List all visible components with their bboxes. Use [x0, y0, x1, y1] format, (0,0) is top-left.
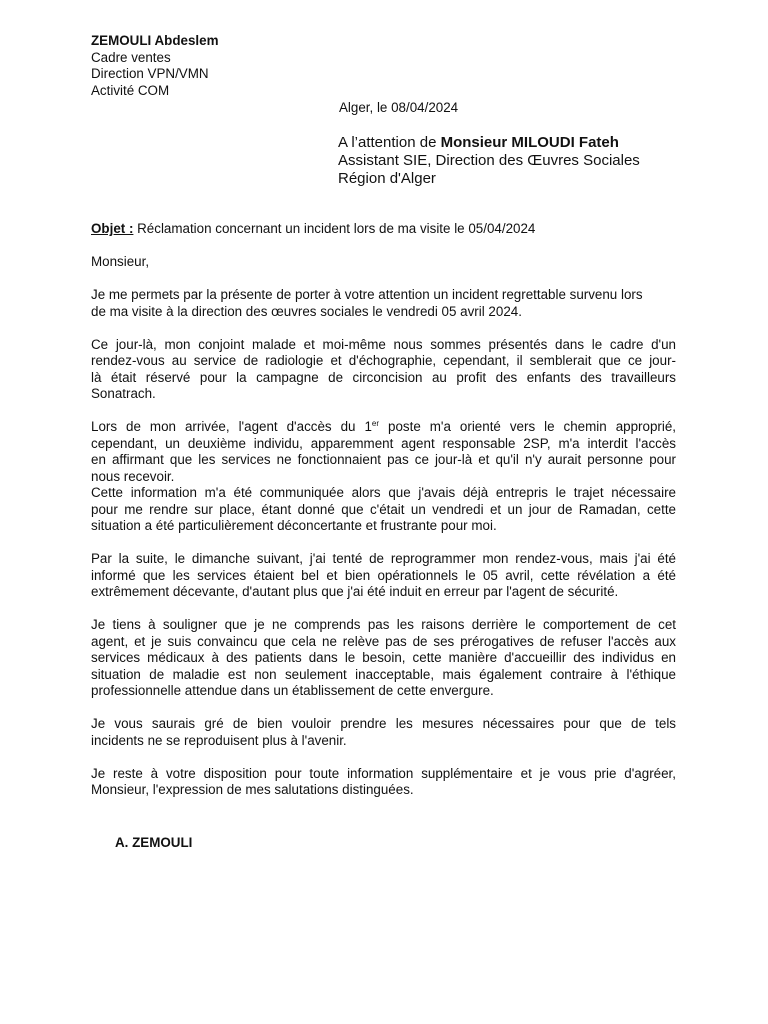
recipient-region: Région d'Alger	[338, 170, 436, 187]
subject-line	[91, 221, 676, 238]
p4-line: informé que les services étaient bel et bien opérationnels le 05 avril, cette révélation a été	[91, 567, 676, 583]
p3-text: Lors de mon arrivée, l'agent d'accès du 1	[91, 419, 372, 434]
paragraph-1	[91, 287, 676, 320]
p2-line: Sonatrach.	[91, 386, 156, 401]
recipient-attention	[338, 134, 640, 152]
paragraph-2	[91, 337, 676, 403]
date-line: Alger, le 08/04/2024	[339, 100, 459, 115]
p1-line: de ma visite à la direction des œuvres sociales le vendredi 05 avril 2024.	[91, 303, 522, 319]
subject-label: Objet :	[91, 221, 134, 236]
p3-line: Cette information m'a été communiquée alors que j'avais déjà entrepris le trajet nécessaire	[91, 485, 676, 500]
p5-line: services médicaux à des patients dans le besoin, cette manière d'accueillir des individus en	[91, 650, 676, 665]
p6-line: Je vous saurais gré de bien vouloir prendre les mesures nécessaires pour que de tels	[91, 716, 676, 731]
p3-line	[91, 419, 676, 436]
recipient-block	[338, 134, 640, 188]
p4-line: extrêmement décevante, d'autant plus que j'ai été induit en erreur par l'agent de sécurité.	[91, 584, 619, 599]
p3-superscript: er	[371, 419, 380, 428]
paragraph-3	[91, 419, 676, 535]
p3-line: pour me rendre sur place, étant donné que c'était un vendredi et un jour de Ramadan, cette	[91, 501, 676, 517]
p3-line: situation a été particulièrement déconcertante et frustrante pour moi.	[91, 518, 497, 533]
sender-block	[91, 33, 218, 99]
p2-line: là était réservé pour la campagne de circoncision au profit des enfants des travailleurs	[91, 369, 676, 385]
recipient-name: Monsieur MILOUDI Fateh	[440, 134, 619, 151]
p5-line: situation de maladie est non seulement inacceptable, mais également contraire à l'éthique	[91, 666, 676, 682]
subject-text: Réclamation concernant un incident lors de ma visite le 05/04/2024	[133, 221, 536, 236]
paragraph-5	[91, 617, 676, 700]
p3-line: nous recevoir.	[91, 468, 175, 484]
sender-name: ZEMOULI Abdeslem	[91, 33, 219, 48]
sender-role: Cadre ventes	[91, 49, 171, 65]
signature: A. ZEMOULI	[115, 835, 193, 850]
paragraph-7	[91, 766, 676, 799]
paragraph-4	[91, 551, 676, 601]
p5-line: professionnelle attendue dans un établissement de cette envergure.	[91, 683, 494, 698]
salutation: Monsieur,	[91, 254, 150, 269]
p6-line: incidents ne se reproduisent plus à l'avenir.	[91, 732, 347, 748]
p3-line: cependant, un deuxième individu, apparemment agent responsable 2SP, m'a interdit l'accès	[91, 435, 676, 451]
p3-line: en affirmant que les services ne fonctionnaient pas ce jour-là et qu'il n'y aurait personne pour	[91, 452, 676, 467]
p2-line: Ce jour-là, mon conjoint malade et moi-même nous sommes présentés dans le cadre d'un	[91, 336, 676, 352]
recipient-title: Assistant SIE, Direction des Œuvres Sociales	[338, 152, 640, 169]
attention-prefix: A l’attention de	[338, 134, 441, 151]
sender-activity: Activité COM	[91, 82, 170, 98]
p1-line: Je me permets par la présente de porter à votre attention un incident regrettable survenu lors	[91, 287, 643, 302]
sender-direction: Direction VPN/VMN	[91, 66, 209, 81]
p7-line: Monsieur, l'expression de mes salutations distinguées.	[91, 782, 414, 797]
p2-line: rendez-vous au service de radiologie et d'échographie, cependant, il semblerait que ce jour-	[91, 353, 676, 368]
p3-text: poste m'a orienté vers le chemin approprié,	[379, 419, 676, 434]
p4-line: Par la suite, le dimanche suivant, j'ai tenté de reprogrammer mon rendez-vous, mais j'ai été	[91, 551, 676, 566]
p7-line: Je reste à votre disposition pour toute information supplémentaire et je vous prie d'agréer,	[91, 765, 676, 781]
p5-line: Je tiens à souligner que je ne comprends pas les raisons derrière le comportement de cet	[91, 617, 676, 632]
paragraph-6	[91, 716, 676, 749]
letter-body	[91, 221, 676, 799]
p5-line: agent, et je suis convaincu que cela ne relève pas de ses prérogatives de refuser l'accès aux	[91, 633, 676, 649]
